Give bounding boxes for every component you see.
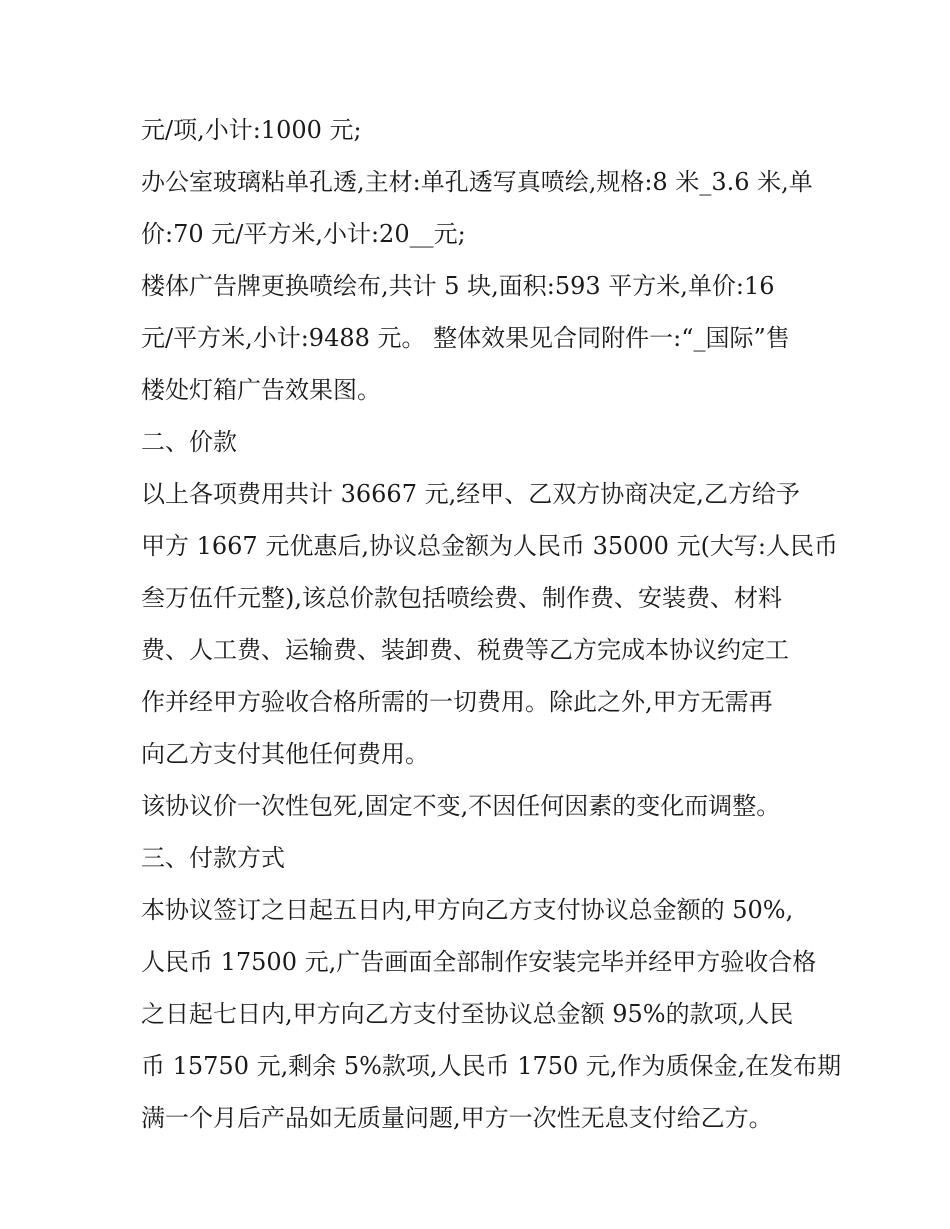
text-line-9: 甲方 1667 元优惠后,协议总金额为人民币 35000 元(大写:人民币: [141, 532, 839, 560]
section-heading-price: 二、价款: [141, 428, 237, 456]
text-line-14: 该协议价一次性包死,固定不变,不因任何因素的变化而调整。: [141, 792, 781, 820]
document-body: [141, 104, 842, 1144]
text-line-2: 办公室玻璃粘单孔透,主材:单孔透写真喷绘,规格:8 米_3.6 米,单: [141, 168, 813, 196]
text-line-5: 元/平方米,小计:9488 元。 整体效果见合同附件一:“_国际”售: [141, 324, 790, 352]
text-line-6: 楼处灯箱广告效果图。: [141, 376, 381, 404]
text-line-12: 作并经甲方验收合格所需的一切费用。除此之外,甲方无需再: [141, 688, 773, 716]
text-line-8: 以上各项费用共计 36667 元,经甲、乙双方协商决定,乙方给予: [141, 480, 800, 508]
text-line-13: 向乙方支付其他任何费用。: [141, 740, 429, 768]
text-line-1: 元/项,小计:1000 元;: [141, 116, 362, 144]
text-line-18: 之日起七日内,甲方向乙方支付至协议总金额 95%的款项,人民: [141, 1000, 794, 1028]
text-line-17: 人民币 17500 元,广告画面全部制作安装完毕并经甲方验收合格: [141, 948, 817, 976]
section-heading-payment: 三、付款方式: [141, 844, 285, 872]
text-line-20: 满一个月后产品如无质量问题,甲方一次性无息支付给乙方。: [141, 1104, 773, 1132]
text-line-10: 叁万伍仟元整),该总价款包括喷绘费、制作费、安装费、材料: [141, 584, 782, 612]
text-line-3: 价:70 元/平方米,小计:20__元;: [141, 220, 466, 248]
text-line-4: 楼体广告牌更换喷绘布,共计 5 块,面积:593 平方米,单价:16: [141, 272, 775, 300]
text-line-16: 本协议签订之日起五日内,甲方向乙方支付协议总金额的 50%,: [141, 896, 794, 924]
text-line-11: 费、人工费、运输费、装卸费、税费等乙方完成本协议约定工: [141, 636, 789, 664]
text-line-19: 币 15750 元,剩余 5%款项,人民币 1750 元,作为质保金,在发布期: [141, 1052, 842, 1080]
